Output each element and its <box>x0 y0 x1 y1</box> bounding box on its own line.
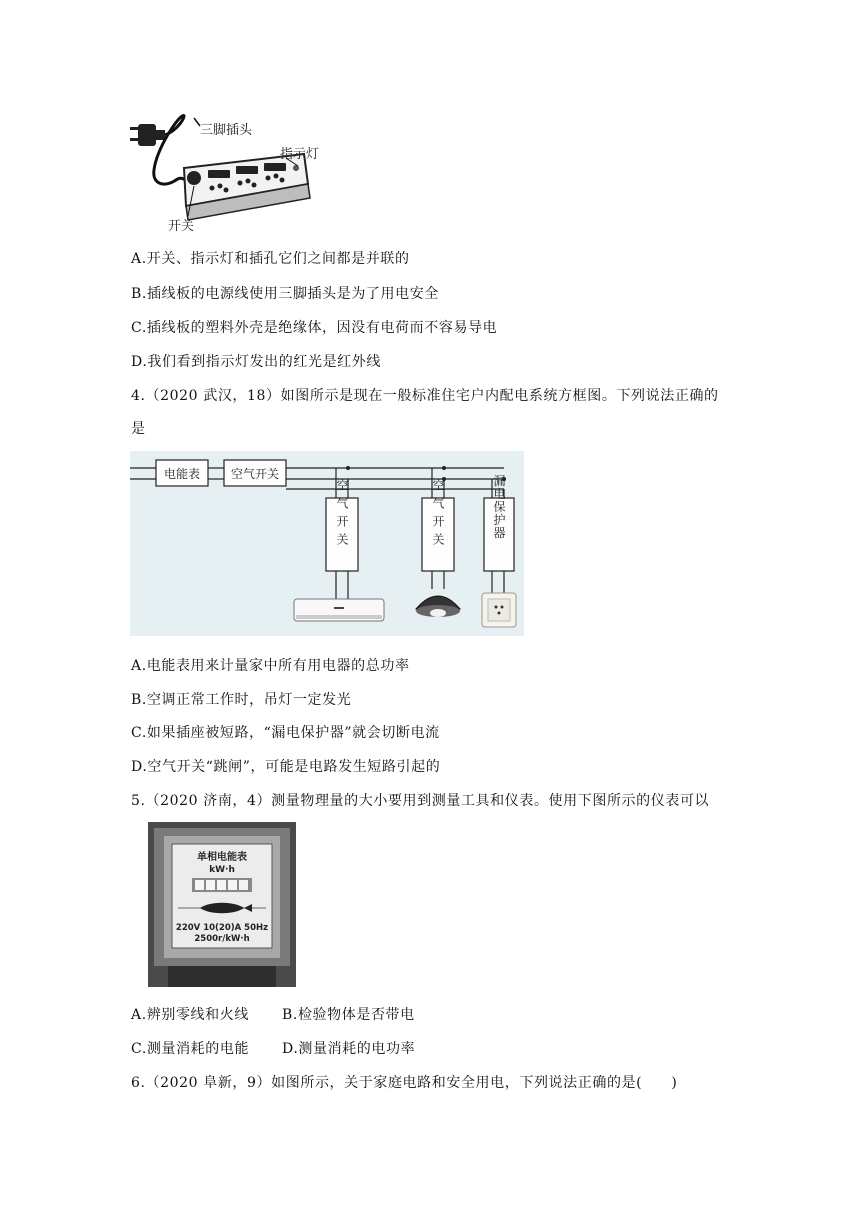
q3-option-c: C.插线板的塑料外壳是绝缘体，因没有电荷而不容易导电 <box>131 320 498 336</box>
label-indicator-light: 指示灯 <box>280 147 320 162</box>
q5-option-c: C.测量消耗的电能 <box>131 1041 250 1057</box>
q4-stem-line2: 是 <box>131 421 146 437</box>
meter-digit-counter <box>192 878 252 892</box>
q3-option-d: D.我们看到指示灯发出的红光是红外线 <box>131 354 381 370</box>
distribution-diagram <box>130 451 524 636</box>
label-switch: 开关 <box>168 219 195 234</box>
electricity-meter-figure <box>148 822 296 987</box>
meter-title: 单相电能表 <box>197 852 247 863</box>
meter-rating: 220V 10(20)A 50Hz <box>175 923 269 933</box>
meter-unit: kW·h <box>209 865 235 875</box>
q5-stem: 5.（2020 济南，4）测量物理量的大小要用到测量工具和仪表。使用下图所示的仪表可以 <box>131 793 710 809</box>
box-leakage-protector: 漏电保护器 <box>492 474 506 540</box>
q4-stem-line1: 4.（2020 武汉，18）如图所示是现在一般标准住宅户内配电系统方框图。下列说法正确的 <box>131 388 719 404</box>
indicator-light-icon <box>293 165 299 171</box>
q5-option-d: D.测量消耗的电功率 <box>282 1041 416 1057</box>
q5-option-a: A.辨别零线和火线 <box>131 1007 249 1023</box>
q6-stem: 6.（2020 阜新，9）如图所示，关于家庭电路和安全用电，下列说法正确的是( ) <box>131 1075 678 1091</box>
box-branch-air-switch-1: 空气开关 <box>335 479 349 551</box>
box-main-air-switch: 空气开关 <box>230 467 280 481</box>
air-conditioner-icon <box>294 599 384 621</box>
switch-icon <box>187 171 201 185</box>
q3-option-a: A.开关、指示灯和插孔它们之间都是并联的 <box>131 251 410 267</box>
wall-socket-icon <box>482 593 516 627</box>
power-strip-figure <box>128 108 338 234</box>
power-strip-body <box>184 154 310 220</box>
q5-option-b: B.检验物体是否带电 <box>282 1007 415 1023</box>
label-three-pin-plug: 三脚插头 <box>200 123 253 138</box>
q4-option-b: B.空调正常工作时，吊灯一定发光 <box>131 692 352 708</box>
meter-constant: 2500r/kW·h <box>194 934 250 944</box>
q4-option-a: A.电能表用来计量家中所有用电器的总功率 <box>131 658 410 674</box>
box-branch-air-switch-2: 空气开关 <box>431 479 445 551</box>
q4-option-d: D.空气开关“跳闸”，可能是电路发生短路引起的 <box>131 759 441 775</box>
q4-option-c: C.如果插座被短路，“漏电保护器”就会切断电流 <box>131 725 440 741</box>
three-pin-plug-icon <box>130 124 165 146</box>
q3-option-b: B.插线板的电源线使用三脚插头是为了用电安全 <box>131 286 439 302</box>
box-energy-meter: 电能表 <box>163 467 201 481</box>
